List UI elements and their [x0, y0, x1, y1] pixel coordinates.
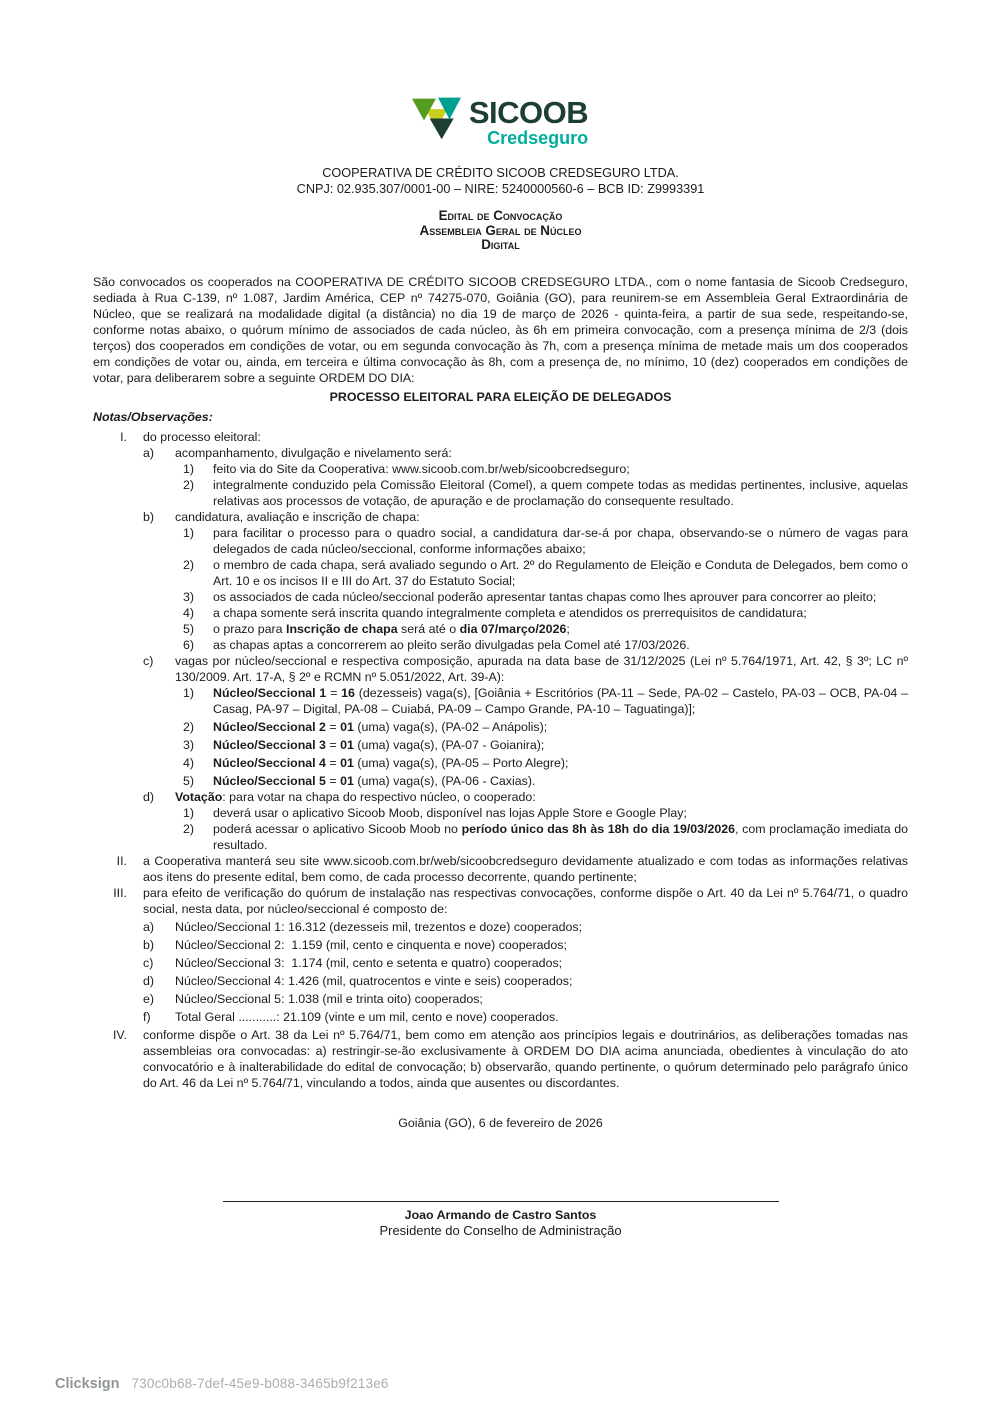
note-item-IV — [93, 1027, 908, 1091]
item-marker: a) — [143, 919, 155, 934]
item-text — [213, 621, 908, 637]
text-segment: = — [325, 737, 341, 752]
item-marker: d) — [143, 789, 155, 804]
text-segment-bold: Núcleo/Seccional 2 — [213, 719, 326, 734]
item-marker: 2) — [183, 477, 195, 492]
item-text: Núcleo/Seccional 5: 1.038 (mil e trinta oito) cooperados; — [175, 991, 483, 1006]
note-item-III-f — [143, 1009, 908, 1025]
signatory-name: Joao Armando de Castro Santos — [404, 1207, 597, 1222]
logo-subbrand-text: Credseguro — [487, 128, 589, 148]
item-marker: 5) — [183, 621, 195, 636]
item-text — [213, 685, 908, 717]
note-item-III-a — [143, 919, 908, 935]
note-item-III-d — [143, 973, 908, 989]
item-text: Total Geral ...........: 21.109 (vinte e um mil, cento e nove) cooperados. — [175, 1009, 559, 1024]
item-marker: 6) — [183, 637, 195, 652]
item-text — [175, 789, 908, 805]
text-segment-bold: Votação — [175, 789, 223, 804]
item-marker: 1) — [183, 525, 195, 540]
text-segment-bold: dia 07/março/2026 — [459, 621, 567, 636]
sicoob-logo — [412, 97, 588, 148]
item-marker: f) — [143, 1009, 151, 1024]
date-place-line: Goiânia (GO), 6 de fevereiro de 2026 — [398, 1115, 603, 1130]
item-text: do processo eleitoral: — [143, 429, 261, 444]
signature-block — [93, 1201, 908, 1239]
note-item-I-b — [143, 509, 908, 525]
text-segment-bold: período único das 8h às 18h do dia 19/03/2026 — [461, 821, 736, 836]
note-item-I-b-2 — [183, 557, 908, 589]
sicoob-logo-icon — [412, 97, 462, 142]
item-marker: 3) — [183, 589, 195, 604]
text-segment-bold: Núcleo/Seccional 3 — [213, 737, 326, 752]
text-segment: o prazo para — [213, 621, 287, 636]
item-marker: I. — [120, 429, 127, 444]
text-segment: = — [325, 719, 341, 734]
note-item-III — [93, 885, 908, 917]
clicksign-footer — [55, 1376, 389, 1392]
text-segment-bold: Núcleo/Seccional 4 — [213, 755, 326, 770]
item-marker: c) — [143, 955, 154, 970]
note-item-I-a-2 — [183, 477, 908, 509]
signatory-role: Presidente do Conselho de Administração — [379, 1222, 622, 1238]
item-text: Núcleo/Seccional 2: 1.159 (mil, cento e cinquenta e nove) cooperados; — [175, 937, 567, 952]
item-text: as chapas aptas a concorrerem ao pleito serão divulgadas pela Comel até 17/03/2026. — [213, 637, 690, 652]
item-text — [213, 773, 908, 789]
text-segment-bold: 01 — [340, 773, 354, 788]
item-text: o membro de cada chapa, será avaliado segundo o Art. 2º do Regulamento de Eleição e Conduta de Delegados, bem como o Art. 10 e os incisos II e III do Art. 37 do Estatuto Social; — [213, 557, 908, 588]
item-text: deverá usar o aplicativo Sicoob Moob, disponível nas lojas Apple Store e Google Play; — [213, 805, 687, 820]
item-marker: 3) — [183, 737, 195, 752]
logo-brand-text: SICOOB — [468, 95, 589, 130]
text-segment: (uma) vaga(s), (PA-07 - Goianira); — [353, 737, 545, 752]
note-item-I-c-1 — [183, 685, 908, 717]
item-text: os associados de cada núcleo/seccional poderão apresentar tantas chapas como lhes aprouver para concorrer ao pleito; — [213, 589, 877, 604]
notes-list — [93, 429, 908, 1091]
note-item-I-b-1 — [183, 525, 908, 557]
intro-paragraph: São convocados os cooperados na COOPERATIVA DE CRÉDITO SICOOB CREDSEGURO LTDA., com o nome fantasia de Sicoob Credseguro, sediada à Rua C-139, nº 1.087, Jardim América, CEP nº 74275-070, Goiânia (GO), para reunirem-se em Assembleia Geral Extraordinária de Núcleo, que se realizará na modalidade digital (a distância) no dia 19 de março de 2026 - quinta-feira, a partir de sua sede, respeitando-se, conforme notas abaixo, o quórum mínimo de associados de cada núcleo, às 6h em primeira convocação, com a presença mínima de 2/3 (dois terços) dos cooperados em condições de votar, ou em segunda convocação às 7h, com a presença mínima de metade mais um dos cooperados em condições de votar ou, ainda, em terceira e última convocação às 8h, com a presença de, no mínimo, 10 (dez) cooperados em condições de votar, para deliberarem sobre a seguinte ORDEM DO DIA: — [93, 274, 908, 385]
item-marker: 5) — [183, 773, 195, 788]
text-segment-bold: 16 — [341, 685, 355, 700]
text-segment: (uma) vaga(s), (PA-05 – Porto Alegre); — [353, 755, 569, 770]
company-name: COOPERATIVA DE CRÉDITO SICOOB CREDSEGURO LTDA. — [322, 166, 679, 180]
note-item-III-e — [143, 991, 908, 1007]
note-item-I-b-6 — [183, 637, 908, 653]
document-title-block — [93, 209, 908, 253]
item-text: vagas por núcleo/seccional e respectiva composição, apurada na data base de 31/12/2025 (Lei nº 5.764/1971, Art. 42, § 3º; LC nº 130/2009. Art. 17-A, § 2º e RCMN nº 5.051/2022, Art. 39-A): — [175, 653, 908, 684]
item-text — [213, 737, 908, 753]
text-segment-bold: 01 — [340, 755, 354, 770]
item-marker: a) — [143, 445, 155, 460]
text-segment-bold: Núcleo/Seccional 1 — [213, 685, 327, 700]
item-text: candidatura, avaliação e inscrição de chapa: — [175, 509, 420, 524]
order-of-day-title: PROCESSO ELEITORAL PARA ELEIÇÃO DE DELEGADOS — [329, 389, 672, 404]
note-item-I-b-3 — [183, 589, 908, 605]
text-segment: (dezesseis) vaga(s), [Goiânia + Escritórios (PA-11 – Sede, PA-02 – Castelo, PA-03 – OCB, PA-04 – Casag, PA-97 – Digital, PA-08 – Cuiabá, PA-09 – Campo Grande, PA-10 – Taguatinga)]; — [213, 685, 908, 716]
note-item-I-d-1 — [183, 805, 908, 821]
signature-line — [223, 1201, 779, 1202]
item-marker: II. — [116, 853, 127, 868]
text-segment-bold: 01 — [340, 737, 354, 752]
text-segment-bold: Inscrição de chapa — [286, 621, 398, 636]
item-marker: d) — [143, 973, 155, 988]
document-title-line1: Edital de Convocação — [438, 208, 563, 223]
item-marker: 1) — [183, 685, 195, 700]
text-segment: ; — [566, 621, 570, 636]
note-item-I-a — [143, 445, 908, 461]
document-content — [0, 165, 1000, 1239]
text-segment: = — [325, 755, 341, 770]
item-text: feito via do Site da Cooperativa: www.sicoob.com.br/web/sicoobcredseguro; — [213, 461, 630, 476]
item-text: Núcleo/Seccional 4: 1.426 (mil, quatrocentos e vinte e seis) cooperados; — [175, 973, 573, 988]
item-marker: c) — [143, 653, 154, 668]
note-item-I-c-2 — [183, 719, 908, 735]
company-registration: CNPJ: 02.935.307/0001-00 – NIRE: 5240000560-6 – BCB ID: Z9993391 — [296, 182, 705, 196]
item-text — [213, 719, 908, 735]
item-text: integralmente conduzido pela Comissão Eleitoral (Comel), a quem compete todas as medidas pertinentes, inclusive, aquelas relativas aos processos de votação, de apuração e de proclamação do consequente resultado. — [213, 477, 908, 508]
item-marker: e) — [143, 991, 155, 1006]
note-item-I-d — [143, 789, 908, 805]
note-item-I-d-2 — [183, 821, 908, 853]
note-item-I-c-3 — [183, 737, 908, 753]
item-text: conforme dispõe o Art. 38 da Lei nº 5.764/71, bem como em atenção aos princípios legais e doutrinários, as deliberações tomadas nas assembleias ora convocadas: a) restringir-se-ão exclusivamente à ORDEM DO DIA acima anunciada, obedientes à vinculação do ato convocatório e à inalterabilidade do edital de convocação; b) observarão, quando pertinente, o quórum determinado pelo parágrafo único do Art. 46 da Lei nº 5.764/71, vinculando a todos, ainda que ausentes ou discordantes. — [143, 1027, 908, 1090]
notes-label: Notas/Observações: — [93, 409, 213, 424]
item-text: acompanhamento, divulgação e nivelamento será: — [175, 445, 452, 460]
text-segment: poderá acessar o aplicativo Sicoob Moob no — [213, 821, 462, 836]
note-item-I-b-4 — [183, 605, 908, 621]
document-id: 730c0b68-7def-45e9-b088-3465b9f213e6 — [131, 1376, 389, 1391]
item-marker: 4) — [183, 755, 195, 770]
logo-text — [469, 97, 588, 148]
item-marker: b) — [143, 937, 155, 952]
item-text: para efeito de verificação do quórum de instalação nas respectivas convocações, conforme dispõe o Art. 40 da Lei nº 5.764/71, o quadro social, nesta data, por núcleo/seccional é composto de: — [143, 885, 908, 916]
item-text: para facilitar o processo para o quadro social, a candidatura dar-se-á por chapa, observando-se o número de vagas para delegados de cada núcleo/seccional, conforme informações abaixo; — [213, 525, 908, 556]
item-marker: 2) — [183, 557, 195, 572]
text-segment-bold: 01 — [340, 719, 354, 734]
item-marker: 2) — [183, 821, 195, 836]
text-segment: (uma) vaga(s), (PA-02 – Anápolis); — [353, 719, 548, 734]
clicksign-logo-text: Clicksign — [55, 1376, 120, 1392]
item-text: a Cooperativa manterá seu site www.sicoob.com.br/web/sicoobcredseguro devidamente atualizado e com todas as informações relativas aos itens do presente edital, bem como, de cada processo decorrente, quando pertinente; — [143, 853, 908, 884]
document-title-line3: Digital — [481, 237, 520, 253]
item-marker: III. — [113, 885, 127, 900]
text-segment-bold: Núcleo/Seccional 5 — [213, 773, 326, 788]
item-text — [213, 755, 908, 771]
item-marker: b) — [143, 509, 155, 524]
document-title-line2: Assembleia Geral de Núcleo — [419, 222, 582, 238]
item-text: Núcleo/Seccional 3: 1.174 (mil, cento e setenta e quatro) cooperados; — [175, 955, 563, 970]
note-item-I-c — [143, 653, 908, 685]
note-item-III-b — [143, 937, 908, 953]
note-item-I-a-1 — [183, 461, 908, 477]
note-item-I-b-5 — [183, 621, 908, 637]
text-segment: , com proclamação imediata do resultado. — [213, 821, 908, 852]
note-item-III-c — [143, 955, 908, 971]
item-text: Núcleo/Seccional 1: 16.312 (dezesseis mil, trezentos e doze) cooperados; — [175, 919, 583, 934]
text-segment: = — [326, 685, 342, 700]
item-marker: 1) — [183, 805, 195, 820]
item-marker: 4) — [183, 605, 195, 620]
item-marker: IV. — [112, 1027, 127, 1042]
item-marker: 1) — [183, 461, 195, 476]
item-text — [213, 821, 908, 853]
note-item-II — [93, 853, 908, 885]
item-text: a chapa somente será inscrita quando integralmente completa e atendidos os prerrequisitos de candidatura; — [213, 605, 807, 620]
item-marker: 2) — [183, 719, 195, 734]
note-item-I-c-4 — [183, 755, 908, 771]
text-segment: (uma) vaga(s), (PA-06 - Caxias). — [353, 773, 536, 788]
note-item-I-c-5 — [183, 773, 908, 789]
note-item-I — [93, 429, 908, 445]
text-segment: será até o — [397, 621, 460, 636]
text-segment: : para votar na chapa do respectivo núcleo, o cooperado: — [222, 789, 536, 804]
text-segment: = — [325, 773, 341, 788]
